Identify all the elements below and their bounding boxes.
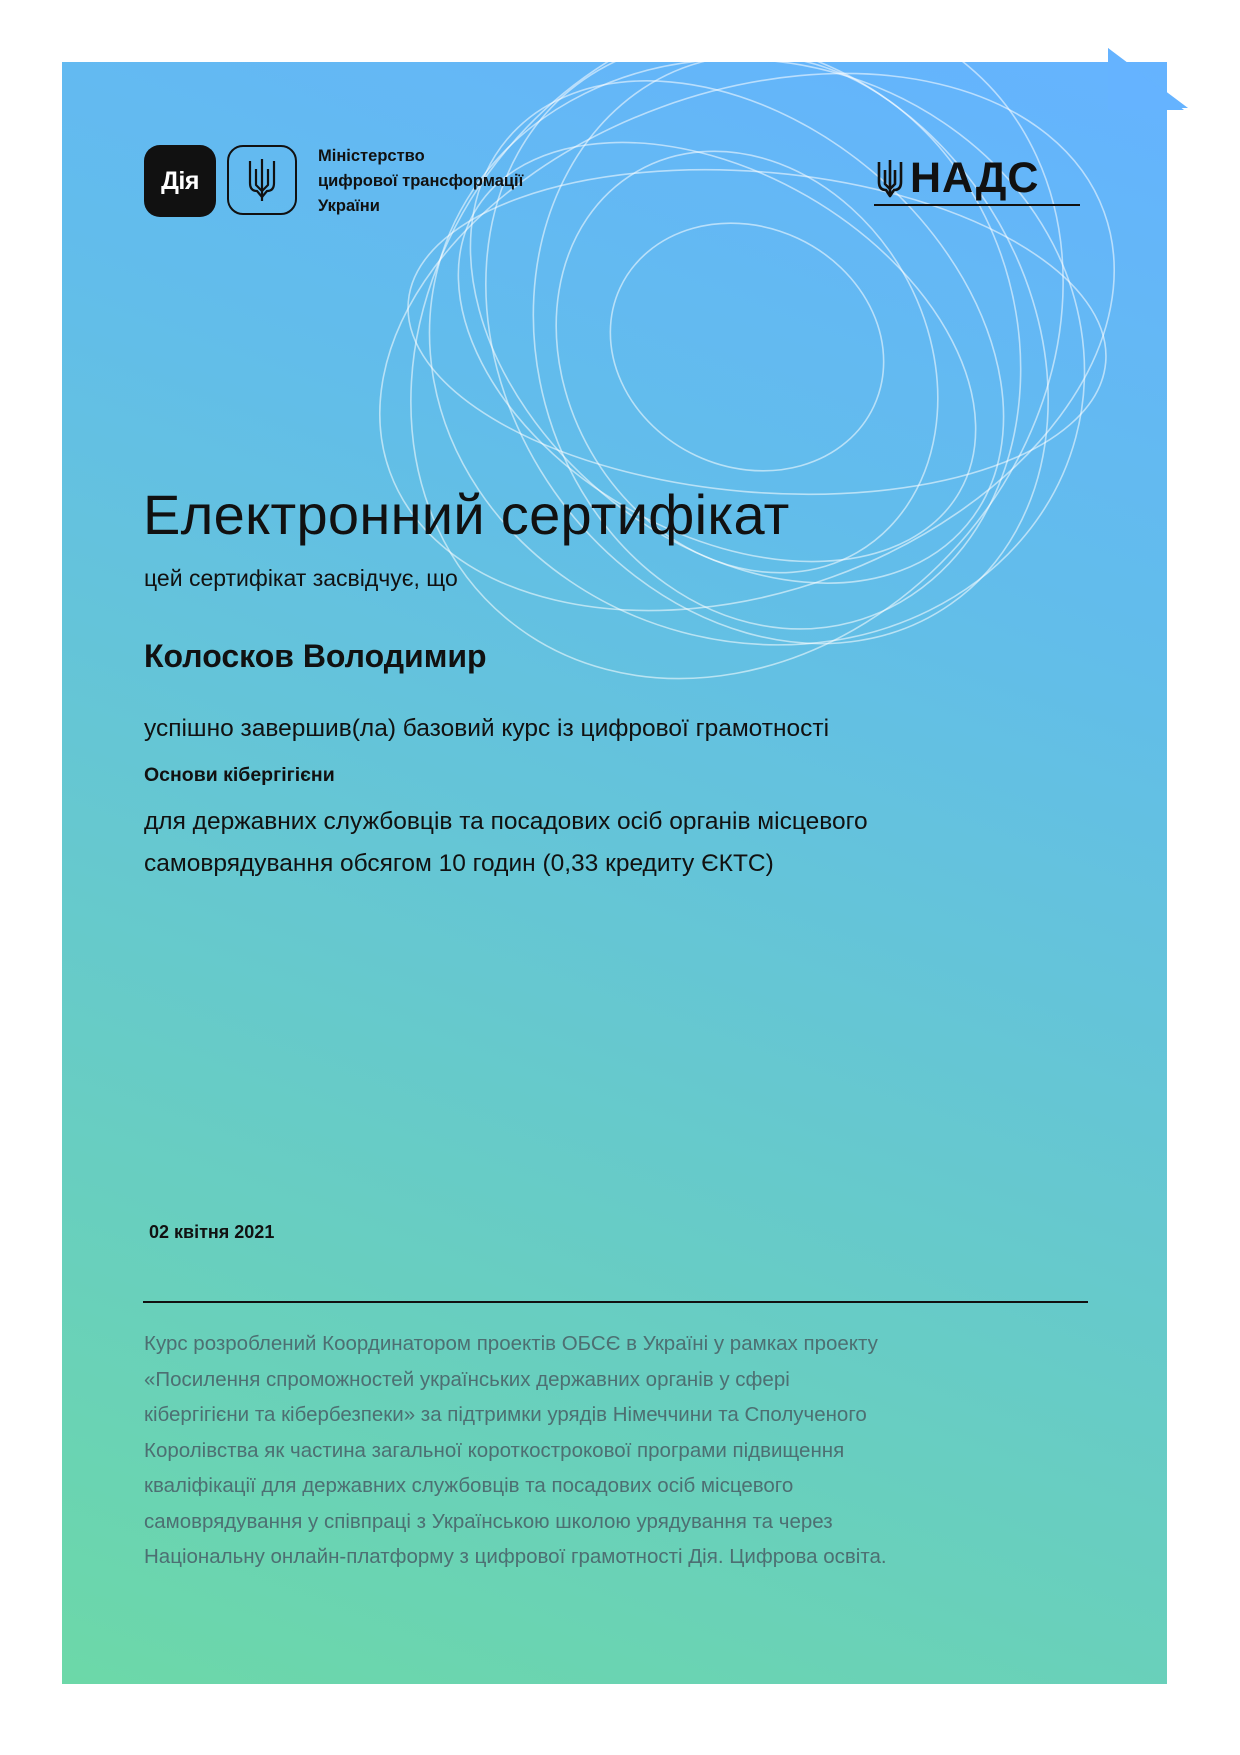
- certificate-title: Електронний сертифікат: [143, 483, 790, 546]
- course-name: Основи кібергігієни: [144, 764, 335, 786]
- ministry-line: Міністерство: [318, 147, 425, 165]
- recipient-name: Колосков Володимир: [144, 638, 487, 674]
- footer-line: Королівства як частина загальної короткострокової програми підвищення: [144, 1438, 845, 1462]
- course-scope-line: для державних службовців та посадових осіб органів місцевого: [144, 808, 868, 835]
- certificate-subtitle: цей сертифікат засвідчує, що: [144, 565, 458, 591]
- course-scope: [144, 801, 1104, 885]
- footer-line: Національну онлайн-платформу з цифрової грамотності Дія. Цифрова освіта.: [144, 1545, 887, 1568]
- trident-logo-icon: [227, 145, 297, 215]
- footer-line: кібергігієни та кібербезпеки» за підтримки урядів Німеччини та Сполученого: [144, 1403, 867, 1426]
- ministry-line: України: [318, 197, 380, 215]
- completion-statement: успішно завершив(ла) базовий курс із цифрової грамотності: [144, 715, 830, 742]
- footer-line: самоврядування у співпраці з Українською школою урядування та через: [144, 1509, 833, 1533]
- ministry-name: [318, 144, 618, 219]
- footer-note: [144, 1326, 1104, 1575]
- nads-underline: [874, 204, 1080, 206]
- ministry-line: цифрової трансформації: [318, 172, 524, 190]
- issue-date: 02 квітня 2021: [149, 1222, 275, 1242]
- nads-trident-icon: [876, 158, 904, 200]
- course-scope-line: самоврядування обсягом 10 годин (0,33 кредиту ЄКТС): [144, 850, 774, 877]
- certificate-sheet: [62, 62, 1167, 1684]
- footer-line: кваліфікації для державних службовців та посадових осіб місцевого: [144, 1474, 794, 1497]
- divider-line: [143, 1301, 1088, 1303]
- footer-line: «Посилення спроможностей українських державних органів у сфері: [144, 1367, 790, 1391]
- nads-logo: [872, 150, 1082, 210]
- nads-logo-text: НАДС: [910, 154, 1040, 202]
- footer-line: Курс розроблений Координатором проектів ОБСЄ в Україні у рамках проекту: [144, 1332, 878, 1355]
- page-corner-fold-icon: [1108, 48, 1188, 128]
- diia-logo: Дія: [144, 145, 216, 217]
